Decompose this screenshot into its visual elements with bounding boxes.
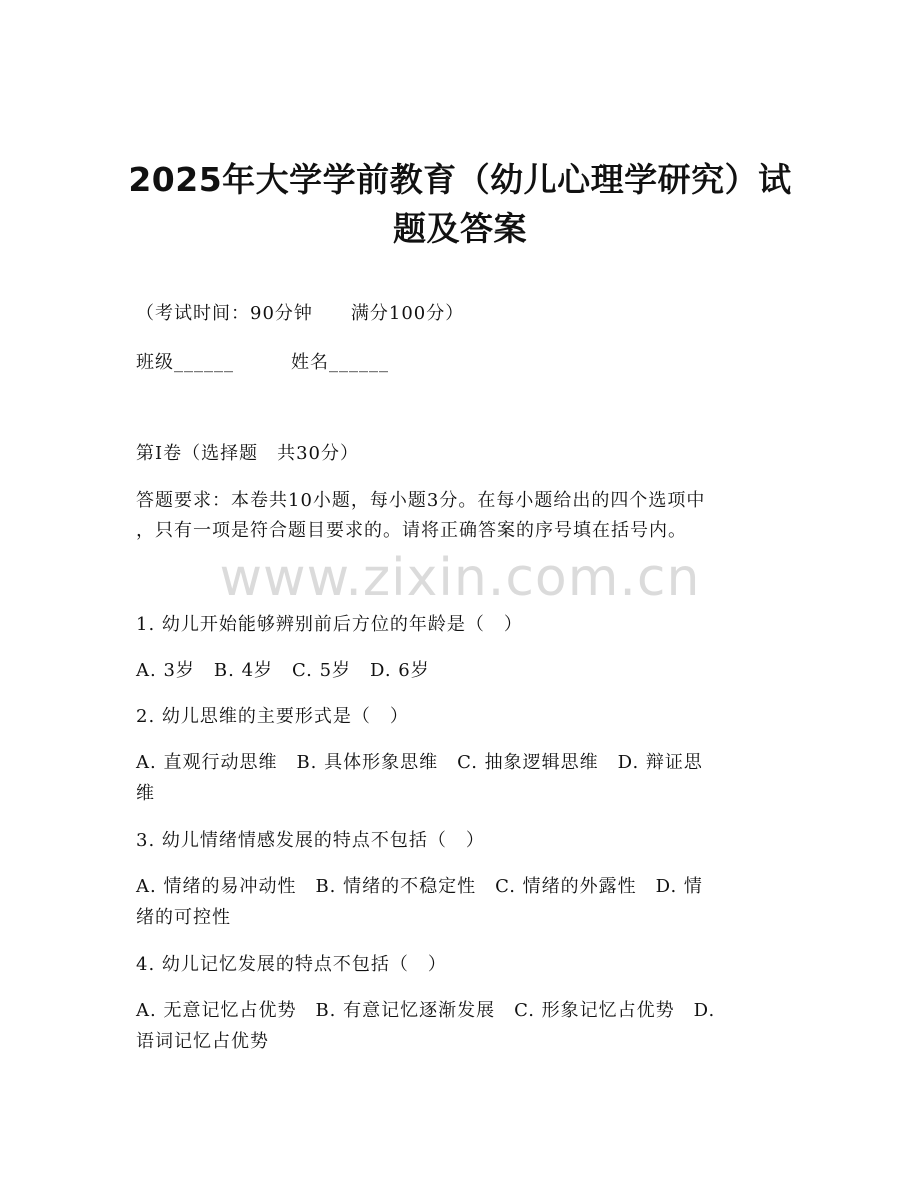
- question-4-options-cont: 语词记忆占优势: [136, 1031, 269, 1052]
- question-1-options: A. 3岁 B. 4岁 C. 5岁 D. 6岁: [136, 660, 430, 681]
- question-2-stem: 2. 幼儿思维的主要形式是（ ）: [136, 706, 409, 727]
- question-2-options-cont: 维: [136, 783, 155, 804]
- document-title-line-2: 题及答案: [393, 209, 527, 248]
- question-4-options: A. 无意记忆占优势 B. 有意记忆逐渐发展 C. 形象记忆占优势 D.: [136, 1000, 716, 1021]
- instruction-line-2: ，只有一项是符合题目要求的。请将正确答案的序号填在括号内。: [136, 520, 687, 541]
- question-2-options: A. 直观行动思维 B. 具体形象思维 C. 抽象逻辑思维 D. 辩证思: [136, 752, 703, 773]
- exam-info: （考试时间：90分钟 满分100分）: [136, 303, 465, 324]
- document-title-line-1: 2025年大学学前教育（幼儿心理学研究）试: [128, 160, 792, 199]
- instruction-line-1: 答题要求：本卷共10小题，每小题3分。在每小题给出的四个选项中: [136, 490, 706, 511]
- question-3-options-cont: 绪的可控性: [136, 907, 231, 928]
- question-4-stem: 4. 幼儿记忆发展的特点不包括（ ）: [136, 954, 447, 975]
- question-3-stem: 3. 幼儿情绪情感发展的特点不包括（ ）: [136, 830, 485, 851]
- section-title: 第I卷（选择题 共30分）: [136, 443, 360, 464]
- watermark: www.zixin.com.cn: [219, 548, 701, 608]
- class-name-fields: 班级______ 姓名______: [136, 352, 389, 373]
- question-3-options: A. 情绪的易冲动性 B. 情绪的不稳定性 C. 情绪的外露性 D. 情: [136, 876, 703, 897]
- question-1-stem: 1. 幼儿开始能够辨别前后方位的年龄是（ ）: [136, 614, 523, 635]
